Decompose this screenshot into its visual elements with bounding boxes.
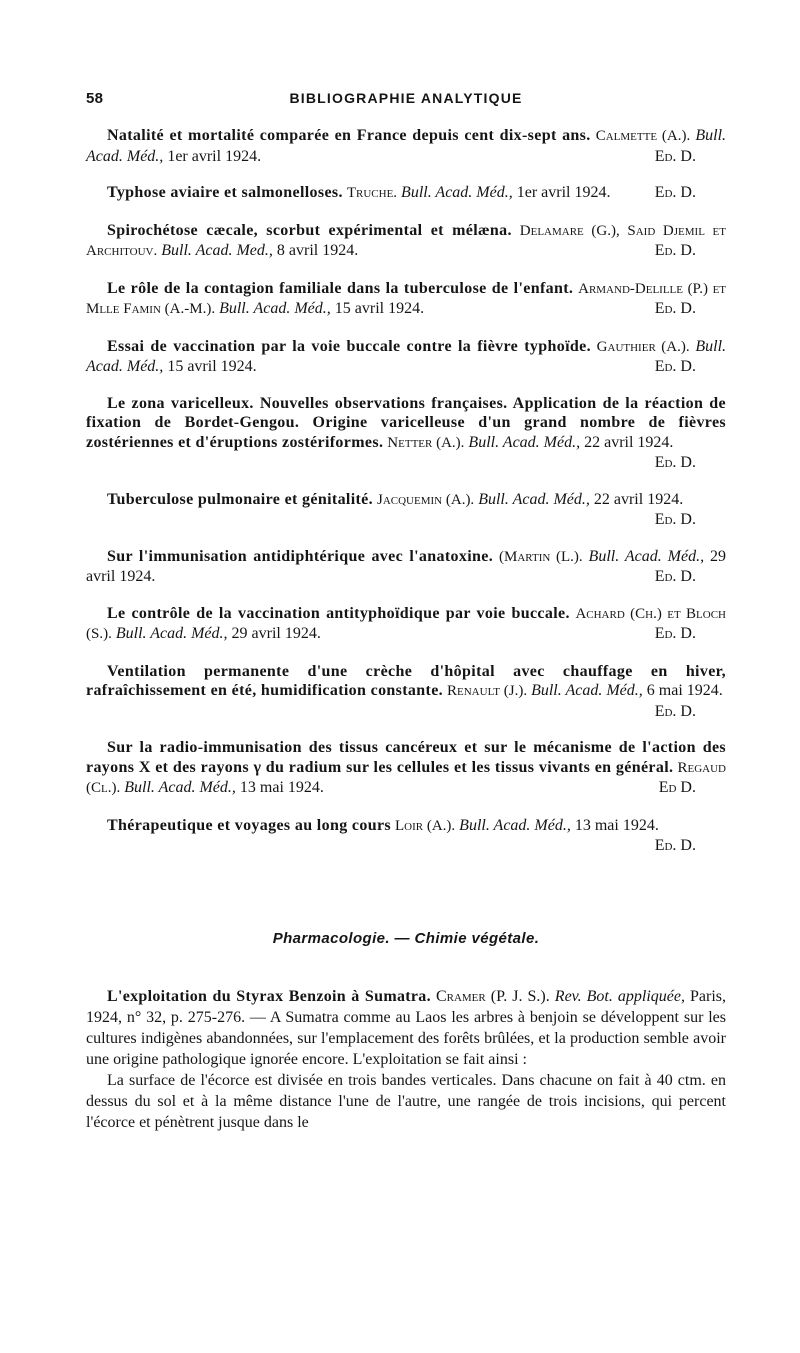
entry-signature: Ed. D. [654, 358, 696, 375]
entry-title: Spirochétose cæcale, scorbut expérimental et mélæna. [107, 221, 512, 239]
entry-title: Ventilation permanente d'une crèche d'hôpital avec chauffage en hiver, rafraîchissement en été, humidification constante. [86, 662, 726, 699]
entry-authors: Gauthier (A.). [596, 338, 690, 355]
entry-date: 1er avril 1924. [516, 184, 611, 201]
bibliography-entry [86, 279, 726, 320]
bibliography-entry [86, 547, 726, 587]
entry-title: Essai de vaccination par la voie buccale contre la fièvre typhoïde. [107, 337, 591, 355]
entry-authors: Achard (Ch.) et Bloch (S.). [86, 605, 726, 642]
entry-date: 22 avril 1924. [593, 490, 684, 508]
bibliography-entries [86, 126, 726, 873]
entry-journal: Bull. Acad. Méd., [219, 300, 331, 317]
entry-signature: Ed. D. [654, 184, 696, 201]
article-paragraph [86, 1070, 726, 1133]
article-title: L'exploitation du Styrax Benzoin à Sumatra. [107, 988, 431, 1005]
bibliography-entry [86, 738, 726, 799]
entry-journal: Bull. Acad. Méd., [86, 127, 727, 165]
entry-authors: Renault (J.). [447, 683, 528, 699]
entry-authors: Jacquemin (A.). [377, 491, 475, 508]
entry-title: Le contrôle de la vaccination antityphoïdique par voie buccale. [107, 604, 570, 622]
entry-signature: Ed D. [658, 779, 696, 796]
article-body-text: — A Sumatra comme au Laos les arbres à benjoin se développent sur les cultures indigènes abandonnées, sur l'emplacement des forêts brûlées, et la production semble avoir une origine pathologique ignorée encore. L'exploitation se fait ainsi : [86, 1009, 726, 1068]
entry-signature: Ed. D. [654, 511, 696, 528]
entry-date: 22 avril 1924. [584, 433, 674, 451]
bibliography-entry [86, 816, 726, 856]
entry-date: 13 mai 1924. [574, 816, 659, 834]
entry-date: 8 avril 1924. [276, 242, 359, 259]
entry-authors: Delamare (G.), Said Djemil et Architouv. [86, 222, 726, 259]
entry-journal: Bull. Acad. Méd., [478, 490, 590, 508]
article [86, 986, 726, 1133]
entry-signature: Ed. D. [654, 568, 696, 585]
article-paragraph [86, 986, 726, 1070]
entry-authors: (Martin (L.). [499, 548, 583, 565]
bibliography-entry [86, 490, 726, 530]
entry-journal: Bull. Acad. Méd., [468, 433, 581, 451]
entry-date: 29 avril 1924. [86, 547, 726, 585]
entry-journal: Bull. Acad. Méd., [588, 547, 705, 565]
article-reference: Paris, 1924, n° 32, p. 275-276. [86, 988, 727, 1026]
page-header [86, 90, 726, 112]
entry-journal: Bull. Acad. Méd., [459, 816, 571, 834]
entry-title: Sur la radio-immunisation des tissus cancéreux et sur le mécanisme de l'action des rayons X et des rayons γ du radium sur les cellules et les tissus vivants en général. [86, 739, 726, 776]
entry-title: Thérapeutique et voyages au long cours [107, 816, 391, 834]
bibliography-entry [86, 394, 726, 473]
bibliography-entry [86, 221, 726, 262]
entry-authors: Regaud (Cl.). [86, 759, 726, 796]
entry-date: 1er avril 1924. [167, 147, 262, 165]
entry-journal: Bull. Acad. Med., [161, 242, 273, 259]
bibliography-entry [86, 604, 726, 645]
bibliography-entry [86, 183, 726, 204]
entry-date: 15 avril 1924. [334, 300, 425, 317]
entry-authors: Netter (A.). [387, 434, 465, 451]
entry-authors: Armand-Delille (P.) et Mlle Famin (A.-M.). [86, 280, 727, 317]
entry-title: Typhose aviaire et salmonelloses. [107, 184, 343, 201]
entry-signature: Ed. D. [654, 300, 696, 317]
bibliography-entry [86, 126, 726, 166]
bibliography-entry [86, 337, 726, 377]
page-number: 58 [86, 90, 104, 107]
running-title: BIBLIOGRAPHIE ANALYTIQUE [289, 90, 523, 106]
bibliography-entry [86, 662, 726, 722]
entry-date: 15 avril 1924. [167, 358, 257, 375]
entry-title: Le zona varicelleux. Nouvelles observations françaises. Application de la réaction de fixation de Bordet-Gengou. Origine varicelleuse d'un grand nombre de fièvres zostériennes et d'éruptions zostériformes. [86, 394, 726, 451]
entry-authors: Calmette (A.). [595, 128, 691, 144]
entry-date: 13 mai 1924. [239, 779, 324, 796]
entry-signature: Ed. D. [654, 242, 696, 259]
entry-date: 6 mai 1924. [646, 682, 723, 699]
entry-signature: Ed. D. [654, 625, 696, 642]
entry-signature: Ed. D. [654, 702, 696, 720]
entry-title: Le rôle de la contagion familiale dans la tuberculose de l'enfant. [107, 279, 574, 297]
entry-title: Natalité et mortalité comparée en France depuis cent dix-sept ans. [107, 127, 591, 144]
entry-title: Tuberculose pulmonaire et génitalité. [107, 490, 373, 508]
entry-authors: Loir (A.). [394, 817, 456, 834]
article-body-text: La surface de l'écorce est divisée en trois bandes verticales. Dans chacune on fait à 40 ctm. en dessus du sol et à la même distance l'une de l'autre, une rangée de trois incisions, qui percent l'écorce et pénètrent jusque dans le [86, 1072, 726, 1131]
entry-date: 29 avril 1924. [231, 625, 321, 642]
entry-journal: Bull. Acad. Méd., [86, 337, 727, 375]
entry-journal: Bull. Acad. Méd., [115, 625, 228, 642]
entry-journal: Bull. Acad. Méd., [124, 779, 236, 796]
entry-journal: Bull. Acad. Méd., [531, 682, 643, 699]
article-journal: Rev. Bot. appliquée, [554, 988, 685, 1005]
entry-signature: Ed. D. [654, 837, 696, 854]
entry-title: Sur l'immunisation antidiphtérique avec l'anatoxine. [107, 547, 494, 565]
entry-signature: Ed. D. [654, 147, 696, 165]
entry-authors: Truche. [346, 185, 398, 201]
article-authors: Cramer (P. J. S.). [435, 988, 550, 1005]
section-heading: Pharmacologie. — Chimie végétale. [272, 930, 540, 947]
entry-journal: Bull. Acad. Méd., [401, 184, 513, 201]
entry-signature: Ed. D. [654, 454, 696, 471]
